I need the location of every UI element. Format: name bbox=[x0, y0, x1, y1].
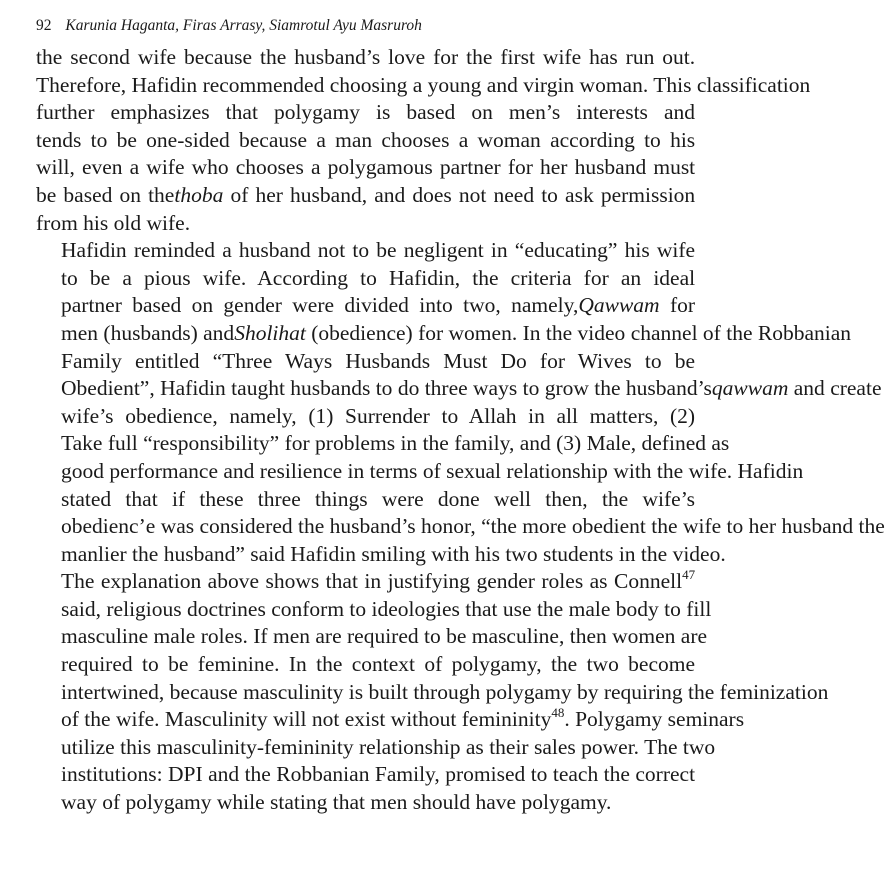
italic-term: qawwam bbox=[711, 376, 789, 401]
text-line: manlier the husband” said Hafidin smiling with his two students in the video. bbox=[61, 541, 726, 566]
italic-term: Qawwam bbox=[578, 293, 660, 318]
text-line: required to be feminine. In the context of polygamy, the two become bbox=[61, 652, 696, 677]
text-line: Hafidin reminded a husband not to be negligent in “educating” his wife bbox=[61, 238, 696, 263]
text-line: intertwined, because masculinity is built through polygamy by requiring the feminization bbox=[61, 679, 829, 704]
text-line: way of polygamy while stating that men should have polygamy. bbox=[61, 790, 612, 815]
text-line: be based on thethoba of her husband, and does not need to ask permission bbox=[36, 182, 696, 207]
text-line: Therefore, Hafidin recommended choosing a young and virgin woman. This classification bbox=[36, 72, 811, 97]
italic-term: Sholihat bbox=[234, 320, 306, 345]
text-line: further emphasizes that polygamy is based on men’s interests and bbox=[36, 100, 695, 125]
text-line: The explanation above shows that in justifying gender roles as Connell$^{47}$ bbox=[61, 567, 696, 594]
text-line: said, religious doctrines conform to ideologies that use the male body to fill bbox=[61, 596, 712, 621]
text-line: Family entitled “Three Ways Husbands Must Do for Wives to be bbox=[61, 348, 695, 373]
running-head bbox=[36, 14, 695, 38]
text-line: wife’s obedience, namely, (1) Surrender to Allah in all matters, (2) bbox=[61, 403, 696, 428]
text-line: Obedient”, Hafidin taught husbands to do three ways to grow the husband’sqawwam and create bbox=[61, 376, 882, 401]
text-line: to be a pious wife. According to Hafidin, the criteria for an ideal bbox=[61, 265, 696, 290]
body-text bbox=[36, 44, 885, 817]
footnote-ref: 47 bbox=[682, 567, 696, 583]
text-line: of the wife. Masculinity will not exist without femininity$^{48}$. Polygamy seminars bbox=[61, 705, 745, 732]
text-line: stated that if these three things were done well then, the wife’s bbox=[61, 486, 696, 511]
text-line: obedienc’e was considered the husband’s honor, “the more obedient the wife to her husband the bbox=[61, 514, 885, 539]
text-line: partner based on gender were divided into two, namely,Qawwam for bbox=[61, 293, 696, 318]
text-line: good performance and resilience in terms of sexual relationship with the wife. Hafidin bbox=[61, 458, 804, 483]
running-head-authors: Karunia Haganta, Firas Arrasy, Siamrotul Ayu Masruroh bbox=[65, 17, 422, 34]
text-line: men (husbands) andSholihat (obedience) for women. In the video channel of the Robbanian bbox=[61, 320, 852, 345]
text-line: masculine male roles. If men are required to be masculine, then women are bbox=[61, 624, 708, 649]
text-line: institutions: DPI and the Robbanian Family, promised to teach the correct bbox=[61, 762, 696, 787]
text-line: utilize this masculinity-femininity relationship as their sales power. The two bbox=[61, 734, 716, 759]
paragraph-1 bbox=[36, 44, 811, 237]
text-line: from his old wife. bbox=[36, 210, 191, 235]
page-number: 92 bbox=[36, 17, 52, 34]
text-line: will, even a wife who chooses a polygamous partner for her husband must bbox=[36, 155, 696, 180]
paragraph-3 bbox=[36, 567, 829, 816]
text-line: tends to be one-sided because a man chooses a woman according to his bbox=[36, 127, 696, 152]
text-line: the second wife because the husband’s love for the first wife has run out. bbox=[36, 45, 696, 69]
text-line: Take full “responsibility” for problems in the family, and (3) Male, defined as bbox=[61, 431, 730, 456]
footnote-ref: 48 bbox=[551, 705, 565, 721]
paragraph-2 bbox=[36, 237, 885, 568]
page bbox=[36, 14, 885, 817]
italic-term: thoba bbox=[174, 182, 224, 207]
